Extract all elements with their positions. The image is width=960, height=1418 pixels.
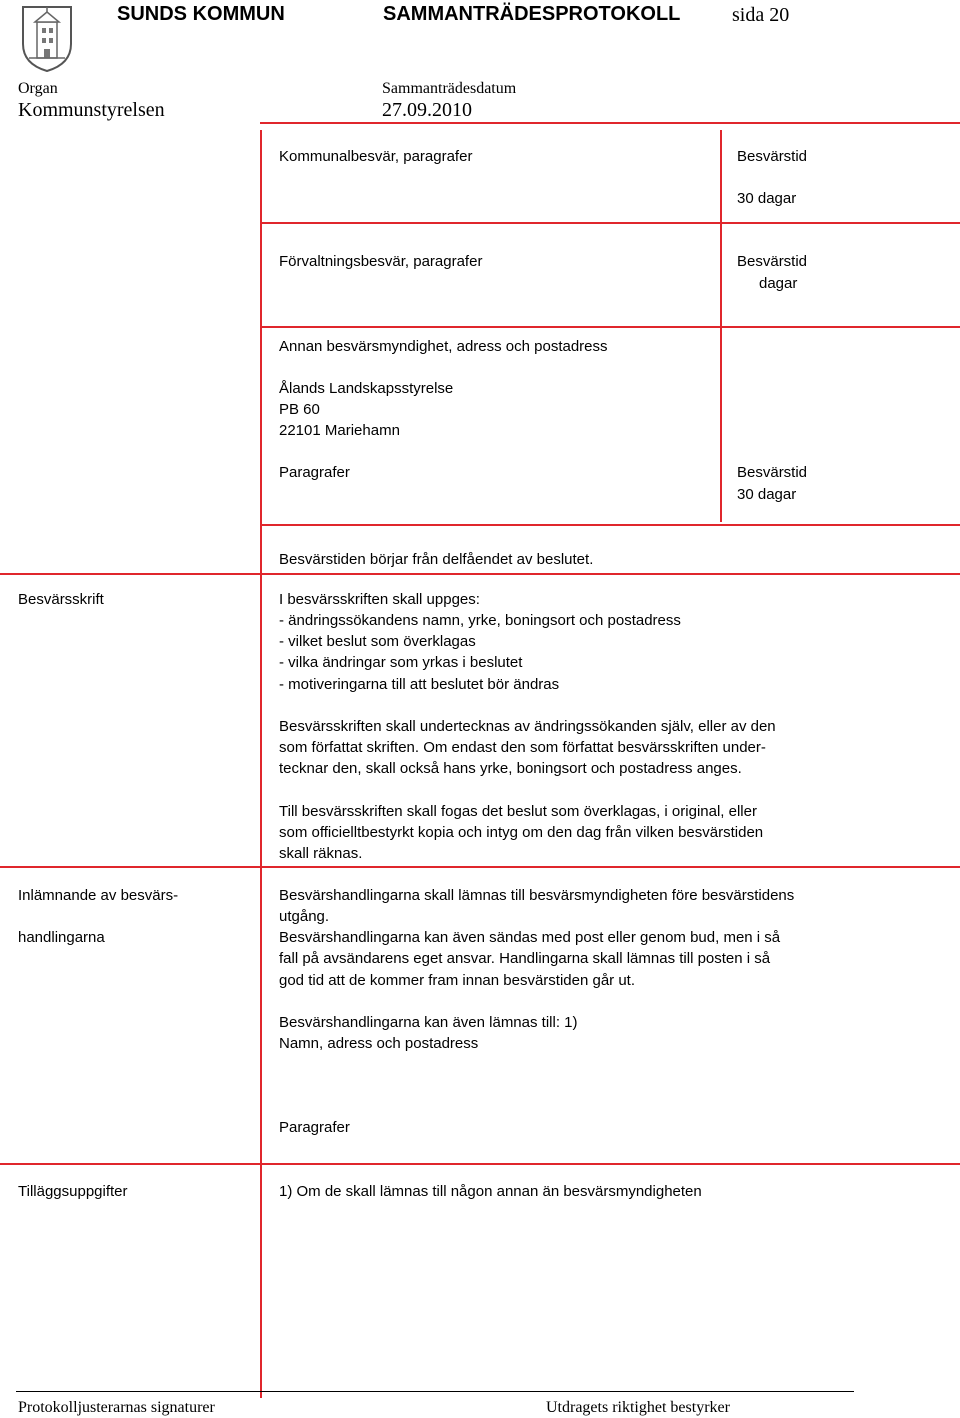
organ-label: Organ [18, 80, 58, 97]
annan-time-value: 30 dagar [737, 486, 797, 503]
begins-note: Besvärstiden börjar från delfåendet av beslutet. [279, 551, 594, 568]
rule-top [260, 122, 960, 124]
inlamnande-p3-line-1: Besvärshandlingarna kan även lämnas till: 1) [279, 1014, 578, 1031]
tillagg-text: 1) Om de skall lämnas till någon annan än besvärsmyndigheten [279, 1183, 702, 1200]
kommunal-label: Kommunalbesvär, paragrafer [279, 148, 473, 165]
besvarsskrift-para3-line-2: som officielltbestyrkt kopia och intyg om den dag från vilken besvärstiden [279, 824, 764, 841]
annan-time-label: Besvärstid [737, 464, 808, 481]
rule-after-annan [260, 524, 960, 526]
footer-certified: Utdragets riktighet bestyrker [546, 1399, 730, 1416]
forvaltning-time-label: Besvärstid [737, 253, 808, 270]
forvaltning-label: Förvaltningsbesvär, paragrafer [279, 253, 483, 270]
besvarsskrift-para3-line-3: skall räknas. [279, 845, 363, 862]
inlamnande-paragrafer: Paragrafer [279, 1119, 350, 1136]
footer-signatures: Protokolljusterarnas signaturer [18, 1399, 215, 1416]
page-number: sida 20 [732, 4, 790, 26]
besvarsskrift-para3-line-1: Till besvärsskriften skall fogas det beslut som överklagas, i original, eller [279, 803, 757, 820]
date-value: 27.09.2010 [382, 99, 472, 121]
municipality-name: SUNDS KOMMUN [117, 3, 285, 25]
organ-value: Kommunstyrelsen [18, 99, 165, 121]
besvarsskrift-item-3: - vilka ändringar som yrkas i beslutet [279, 654, 523, 671]
tillagg-label: Tilläggsuppgifter [18, 1183, 128, 1200]
besvarsskrift-intro: I besvärsskriften skall uppges: [279, 591, 480, 608]
rule-before-tillagg [0, 1163, 960, 1165]
rule-before-inlamnande [0, 866, 960, 868]
address-line-1: Ålands Landskapsstyrelse [279, 380, 454, 397]
inlamnande-label-line-1: Inlämnande av besvärs- [18, 887, 179, 904]
besvarsskrift-para2-line-2: som författat skriften. Om endast den som författat besvärsskriften under- [279, 739, 766, 756]
inlamnande-p2-line-3: god tid att de kommer fram innan besvärstiden går ut. [279, 972, 636, 989]
besvarsskrift-para2-line-3: tecknar den, skall också hans yrke, boningsort och postadress anges. [279, 760, 742, 777]
kommunal-time-value: 30 dagar [737, 190, 797, 207]
rule-after-kommunal [260, 222, 960, 224]
address-line-3: 22101 Mariehamn [279, 422, 400, 439]
kommunal-time-label: Besvärstid [737, 148, 808, 165]
besvarsskrift-item-4: - motiveringarna till att beslutet bör ändras [279, 676, 560, 693]
inlamnande-p1-line-1: Besvärshandlingarna skall lämnas till besvärsmyndigheten före besvärstidens [279, 887, 795, 904]
document-type: SAMMANTRÄDESPROTOKOLL [383, 3, 681, 25]
rule-after-forvaltning [260, 326, 960, 328]
annan-label: Annan besvärsmyndighet, adress och postadress [279, 338, 608, 355]
municipality-crest [20, 4, 74, 74]
rule-before-besvarsskrift [0, 573, 960, 575]
date-label: Sammanträdesdatum [382, 80, 517, 97]
paragrafer-label: Paragrafer [279, 464, 350, 481]
inlamnande-p2-line-2: fall på avsändarens eget ansvar. Handlingarna skall lämnas till posten i så [279, 950, 771, 967]
rule-vertical-left [260, 130, 262, 1398]
inlamnande-p1-line-2: utgång. [279, 908, 330, 925]
forvaltning-time-value: dagar [759, 275, 798, 292]
inlamnande-p2-line-1: Besvärshandlingarna kan även sändas med post eller genom bud, men i så [279, 929, 781, 946]
besvarsskrift-item-1: - ändringssökandens namn, yrke, boningsort och postadress [279, 612, 681, 629]
besvarsskrift-item-2: - vilket beslut som överklagas [279, 633, 476, 650]
address-line-2: PB 60 [279, 401, 320, 418]
besvarsskrift-para2-line-1: Besvärsskriften skall undertecknas av ändringssökanden själv, eller av den [279, 718, 776, 735]
besvarsskrift-label: Besvärsskrift [18, 591, 104, 608]
inlamnande-label-line-2: handlingarna [18, 929, 105, 946]
footer-signature-rule [16, 1391, 854, 1392]
inlamnande-p3-line-2: Namn, adress och postadress [279, 1035, 479, 1052]
